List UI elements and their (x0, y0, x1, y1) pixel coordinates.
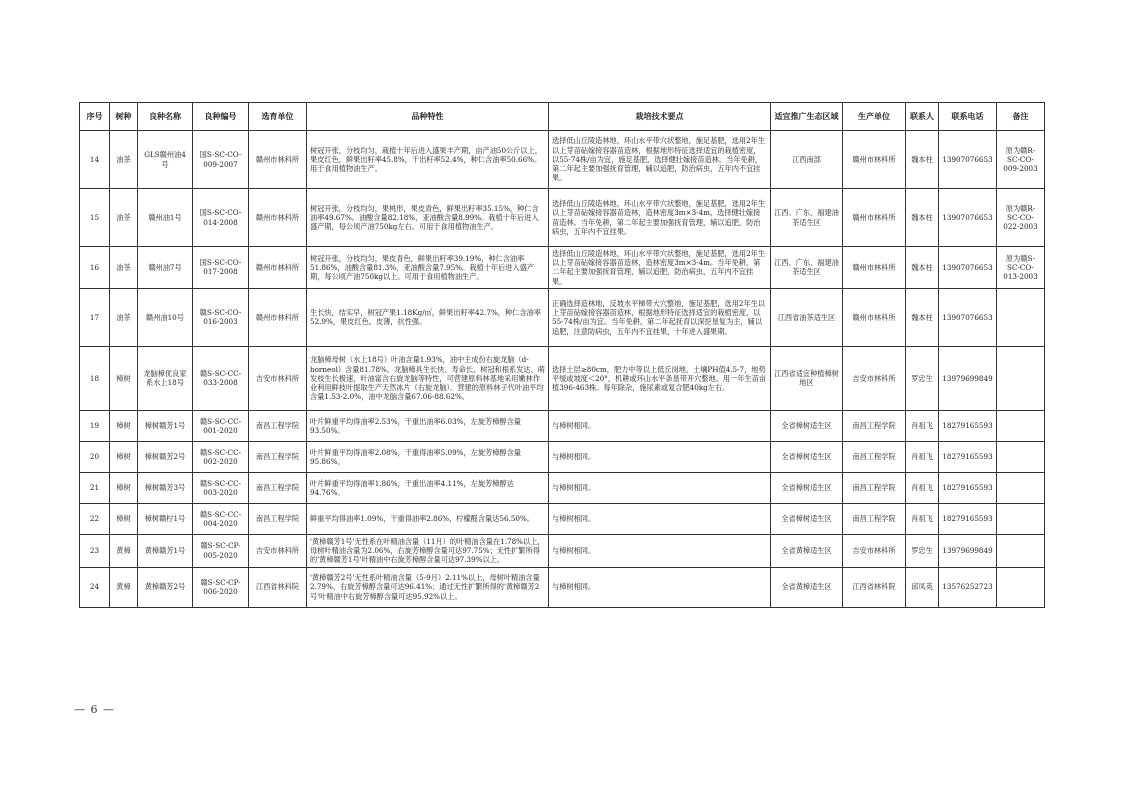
breeder-cell: 赣州市林科所 (249, 288, 307, 346)
variety-name-cell: 赣州油7号 (138, 247, 193, 289)
variety-name-cell: GLS赣州油4号 (138, 131, 193, 189)
remark-cell (997, 288, 1045, 346)
cultivation-cell: 与樟树相同。 (549, 567, 771, 607)
traits-cell: 叶片鲜重平均得油率1.86%，干重出油率4.11%，左旋芳樟醇达94.76%。 (307, 472, 549, 503)
row-number: 17 (80, 288, 110, 346)
remark-cell (997, 472, 1045, 503)
variety-name-cell: 赣州油1号 (138, 189, 193, 247)
phone-cell: 18279165593 (939, 410, 997, 441)
variety-code-cell: 国S-SC-CO-014-2008 (193, 189, 249, 247)
remark-cell: 原为赣S-SC-CO-013-2003 (997, 247, 1045, 289)
cultivation-cell: 与樟树相同。 (549, 441, 771, 472)
contact-cell: 魏本柱 (906, 131, 939, 189)
variety-code-cell: 国S-SC-CO-009-2007 (193, 131, 249, 189)
traits-cell: 叶片鲜重平均得油率2.08%，干重得油率5.09%，左旋芳樟醇含量95.86%。 (307, 441, 549, 472)
row-number: 18 (80, 346, 110, 410)
region-cell: 全省黄樟适生区 (771, 567, 843, 607)
breeder-cell: 吉安市林科所 (249, 534, 307, 567)
producer-cell: 南昌工程学院 (843, 410, 906, 441)
species-cell: 樟树 (110, 441, 138, 472)
variety-code-cell: 赣S-SC-CP-005-2020 (193, 534, 249, 567)
header-name: 良种名称 (138, 103, 193, 131)
producer-cell: 赣州市林科所 (843, 288, 906, 346)
varieties-table (79, 102, 1045, 608)
variety-name-cell: 樟树赣芳3号 (138, 472, 193, 503)
table-row (80, 189, 1045, 247)
variety-name-cell: 黄樟赣芳1号 (138, 534, 193, 567)
cultivation-cell: 选择低山丘陵造林地，环山水平带穴状整地，施足基肥，选用2年生以上芽苗砧嫁接容器苗造林，根据地形特征选择适宜的栽植密度，以55-74株/亩为宜，施足基肥，选择健壮嫁接苗造林。当年免耕，第二年起主要加强抚育管理，辅以追肥，防治病虫，五年内不宜挂果。 (549, 131, 771, 189)
row-number: 16 (80, 247, 110, 289)
producer-cell: 南昌工程学院 (843, 472, 906, 503)
row-number: 21 (80, 472, 110, 503)
species-cell: 油茶 (110, 247, 138, 289)
remark-cell (997, 410, 1045, 441)
variety-code-cell: 赣S-SC-CO-016-2003 (193, 288, 249, 346)
contact-cell: 魏本柱 (906, 247, 939, 289)
region-cell: 江西、广东、福建油茶适生区 (771, 247, 843, 289)
producer-cell: 南昌工程学院 (843, 503, 906, 534)
header-species: 树种 (110, 103, 138, 131)
producer-cell: 赣州市林科所 (843, 189, 906, 247)
traits-cell: 叶片鲜重平均得油率2.53%，干重出油率6.03%，左旋芳樟醇含量93.50%。 (307, 410, 549, 441)
traits-cell: '黄樟赣芳1号'无性系在叶精油含量（11月）的叶精油含量在1.78%以上，母树叶精油含量为2.06%，右旋芳樟醇含量可达97.75%；无性扩繁所得的'黄樟赣芳1号'叶精油中右旋芳樟醇含量可达97.39%以上。 (307, 534, 549, 567)
traits-cell: 树冠开张，分枝均匀，栽植十年后进入盛果丰产期，亩产油50公斤以上，果皮红色，鲜果出籽率45.8%，干出籽率52.4%，种仁含油率50.66%。用于食用植物油生产。 (307, 131, 549, 189)
breeder-cell: 南昌工程学院 (249, 472, 307, 503)
table-row (80, 346, 1045, 410)
species-cell: 黄樟 (110, 567, 138, 607)
cultivation-cell: 选择土层≥80cm，肥力中等以上低丘岗地，土壤PH值4.5-7，地势平缓或坡度＜20°，机耕或环山水平条垦带开穴整地。用一年生苗亩植396-463株。每年除杂，施尿素或复合肥40kg左右。 (549, 346, 771, 410)
traits-cell: 树冠开张，分枝均匀，果桃形，果皮青色，鲜果出籽率35.15%，种仁含油率49.67%。油酸含量82.18%，亚油酸含量8.99%。栽植十年后进入盛产期，每公顷产油750kg左右。可用于食用植物油生产。 (307, 189, 549, 247)
phone-cell: 18279165593 (939, 441, 997, 472)
header-phone: 联系电话 (939, 103, 997, 131)
region-cell: 全省樟树适生区 (771, 441, 843, 472)
contact-cell: 肖祖飞 (906, 410, 939, 441)
remark-cell: 原为赣R-SC-CO-022-2003 (997, 189, 1045, 247)
contact-cell: 肖祖飞 (906, 503, 939, 534)
table-row (80, 472, 1045, 503)
cultivation-cell: 正确选择造林地，反坡水平梯带大穴整地，施足基肥，选用2年生以上芽苗砧嫁接容器苗造林，根据地形特征选择适宜的栽植密度，以55-74株/亩为宜。当年免耕，第二年起抚育以深挖垦复为主，辅以追肥，注意防病虫，五年内不宜挂果，十年进入盛果期。 (549, 288, 771, 346)
producer-cell: 江西省林科院 (843, 567, 906, 607)
variety-code-cell: 国S-SC-CO-017-2008 (193, 247, 249, 289)
remark-cell (997, 441, 1045, 472)
variety-code-cell: 赣S-SC-CC-004-2020 (193, 503, 249, 534)
remark-cell (997, 503, 1045, 534)
remark-cell: 原为赣R-SC-CO-009-2003 (997, 131, 1045, 189)
region-cell: 全省樟树适生区 (771, 503, 843, 534)
header-code: 良种编号 (193, 103, 249, 131)
contact-cell: 肖祖飞 (906, 472, 939, 503)
phone-cell: 13907076653 (939, 189, 997, 247)
cultivation-cell: 与樟树相同。 (549, 472, 771, 503)
header-producer: 生产单位 (843, 103, 906, 131)
variety-name-cell: 樟树赣芳1号 (138, 410, 193, 441)
traits-cell: 生长快，结实早，树冠产果1.18Kg/㎡，鲜果出籽率42.7%，种仁含油率52.9%，果皮红色，皮薄，抗性强。 (307, 288, 549, 346)
row-number: 22 (80, 503, 110, 534)
cultivation-cell: 与樟树相同。 (549, 410, 771, 441)
region-cell: 全省樟树适生区 (771, 472, 843, 503)
cultivation-cell: 与樟树相同。 (549, 503, 771, 534)
variety-name-cell: 龙脑樟优良家系水上18号 (138, 346, 193, 410)
phone-cell: 13576252723 (939, 567, 997, 607)
producer-cell: 吉安市林科所 (843, 534, 906, 567)
phone-cell: 13979699849 (939, 346, 997, 410)
row-number: 14 (80, 131, 110, 189)
species-cell: 油茶 (110, 288, 138, 346)
variety-code-cell: 赣S-SC-CC-003-2020 (193, 472, 249, 503)
contact-cell: 罗忠生 (906, 346, 939, 410)
contact-cell: 魏本柱 (906, 288, 939, 346)
table-row (80, 567, 1045, 607)
producer-cell: 南昌工程学院 (843, 441, 906, 472)
table-row (80, 503, 1045, 534)
row-number: 23 (80, 534, 110, 567)
region-cell: 江西南部 (771, 131, 843, 189)
header-remark: 备注 (997, 103, 1045, 131)
table-row (80, 534, 1045, 567)
breeder-cell: 南昌工程学院 (249, 503, 307, 534)
species-cell: 油茶 (110, 189, 138, 247)
species-cell: 樟树 (110, 472, 138, 503)
phone-cell: 13979699849 (939, 534, 997, 567)
species-cell: 油茶 (110, 131, 138, 189)
contact-cell: 邱凤英 (906, 567, 939, 607)
variety-name-cell: 赣州油10号 (138, 288, 193, 346)
table-header-row (80, 103, 1045, 131)
producer-cell: 赣州市林科所 (843, 131, 906, 189)
cultivation-cell: 与樟树相同。 (549, 534, 771, 567)
breeder-cell: 赣州市林科所 (249, 189, 307, 247)
variety-code-cell: 赣S-SC-CC-002-2020 (193, 441, 249, 472)
region-cell: 江西、广东、福建油茶适生区 (771, 189, 843, 247)
contact-cell: 罗忠生 (906, 534, 939, 567)
contact-cell: 魏本柱 (906, 189, 939, 247)
contact-cell: 肖祖飞 (906, 441, 939, 472)
region-cell: 江西省油茶适生区 (771, 288, 843, 346)
header-region: 适宜推广生态区域 (771, 103, 843, 131)
species-cell: 樟树 (110, 410, 138, 441)
species-cell: 黄樟 (110, 534, 138, 567)
producer-cell: 吉安市林科所 (843, 346, 906, 410)
phone-cell: 18279165593 (939, 503, 997, 534)
breeder-cell: 南昌工程学院 (249, 410, 307, 441)
remark-cell (997, 346, 1045, 410)
variety-name-cell: 樟树赣柠1号 (138, 503, 193, 534)
variety-code-cell: 赣S-SC-CC-033-2008 (193, 346, 249, 410)
table-row (80, 441, 1045, 472)
breeder-cell: 南昌工程学院 (249, 441, 307, 472)
table-row (80, 410, 1045, 441)
row-number: 19 (80, 410, 110, 441)
breeder-cell: 吉安市林科所 (249, 346, 307, 410)
variety-name-cell: 樟树赣芳2号 (138, 441, 193, 472)
row-number: 24 (80, 567, 110, 607)
cultivation-cell: 选择低山丘陵造林地，环山水平带穴状整地，施足基肥，选用2年生以上芽苗砧嫁接容器苗造林，造林密度3m×3-4m，选择健壮嫁接苗造林。当年免耕，第二年起主要加强抚育管理，辅以追肥，防治病虫，五年内不宜挂果。 (549, 189, 771, 247)
header-cultivation: 栽培技术要点 (549, 103, 771, 131)
region-cell: 全省黄樟适生区 (771, 534, 843, 567)
traits-cell: 树冠开张，分枝均匀，果皮青色，鲜果出籽率39.19%，种仁含油率51.86%，油酸含量81.3%，亚油酸含量7.95%。栽植十年后进入盛产期，每公顷产油750kg以上。可用于食用植物油生产。 (307, 247, 549, 289)
traits-cell: 鲜重平均得油率1.09%，干重得油率2.86%，柠檬醛含量达56.50%。 (307, 503, 549, 534)
remark-cell (997, 567, 1045, 607)
header-traits: 品种特性 (307, 103, 549, 131)
header-no: 序号 (80, 103, 110, 131)
phone-cell: 13907076653 (939, 131, 997, 189)
phone-cell: 13907076653 (939, 247, 997, 289)
breeder-cell: 江西省林科院 (249, 567, 307, 607)
variety-code-cell: 赣S-SC-CP-006-2020 (193, 567, 249, 607)
table-row (80, 131, 1045, 189)
phone-cell: 18279165593 (939, 472, 997, 503)
remark-cell (997, 534, 1045, 567)
page-number: — 6 — (74, 703, 115, 716)
phone-cell: 13907076653 (939, 288, 997, 346)
cultivation-cell: 选择低山丘陵造林地，环山水平带穴状整地，施足基肥，选用2年生以上芽苗砧嫁接容器苗造林，造林密度3m×3-4m。当年免耕，第二年起主要加强抚育管理，辅以追肥，防治病虫，五年内不宜挂果。 (549, 247, 771, 289)
traits-cell: 龙脑樟母树（水上18号）叶油含量1.93%，油中主成份右旋龙脑（d-borneol）含量81.78%。龙脑樟具生长快、寿命长、树冠和根系发达、萌发枝生长极速，叶油富含右旋龙脑等特性，可营建原料林基地采用嫩林作业利用鲜枝叶提取生产天然冰片（右旋龙脑）。营建的原料林子代叶油平均含量1.53-2.0%，油中龙脑含量67.06-88.62%。 (307, 346, 549, 410)
breeder-cell: 赣州市林科所 (249, 247, 307, 289)
header-breeder: 选育单位 (249, 103, 307, 131)
variety-name-cell: 黄樟赣芳2号 (138, 567, 193, 607)
traits-cell: '黄樟赣芳2号'无性系叶精油含量（5-9月）2.11%以上，母树叶精油含量2.79%，右旋芳樟醇含量可达96.41%；通过无性扩繁所得的'黄樟赣芳2号'叶精油中右旋芳樟醇含量可达95.92%以上。 (307, 567, 549, 607)
row-number: 15 (80, 189, 110, 247)
row-number: 20 (80, 441, 110, 472)
region-cell: 全省樟树适生区 (771, 410, 843, 441)
table-row (80, 247, 1045, 289)
breeder-cell: 赣州市林科所 (249, 131, 307, 189)
header-contact: 联系人 (906, 103, 939, 131)
producer-cell: 赣州市林科所 (843, 247, 906, 289)
species-cell: 樟树 (110, 346, 138, 410)
table-row (80, 288, 1045, 346)
variety-code-cell: 赣S-SC-CC-001-2020 (193, 410, 249, 441)
species-cell: 樟树 (110, 503, 138, 534)
region-cell: 江西省适宜种植樟树地区 (771, 346, 843, 410)
